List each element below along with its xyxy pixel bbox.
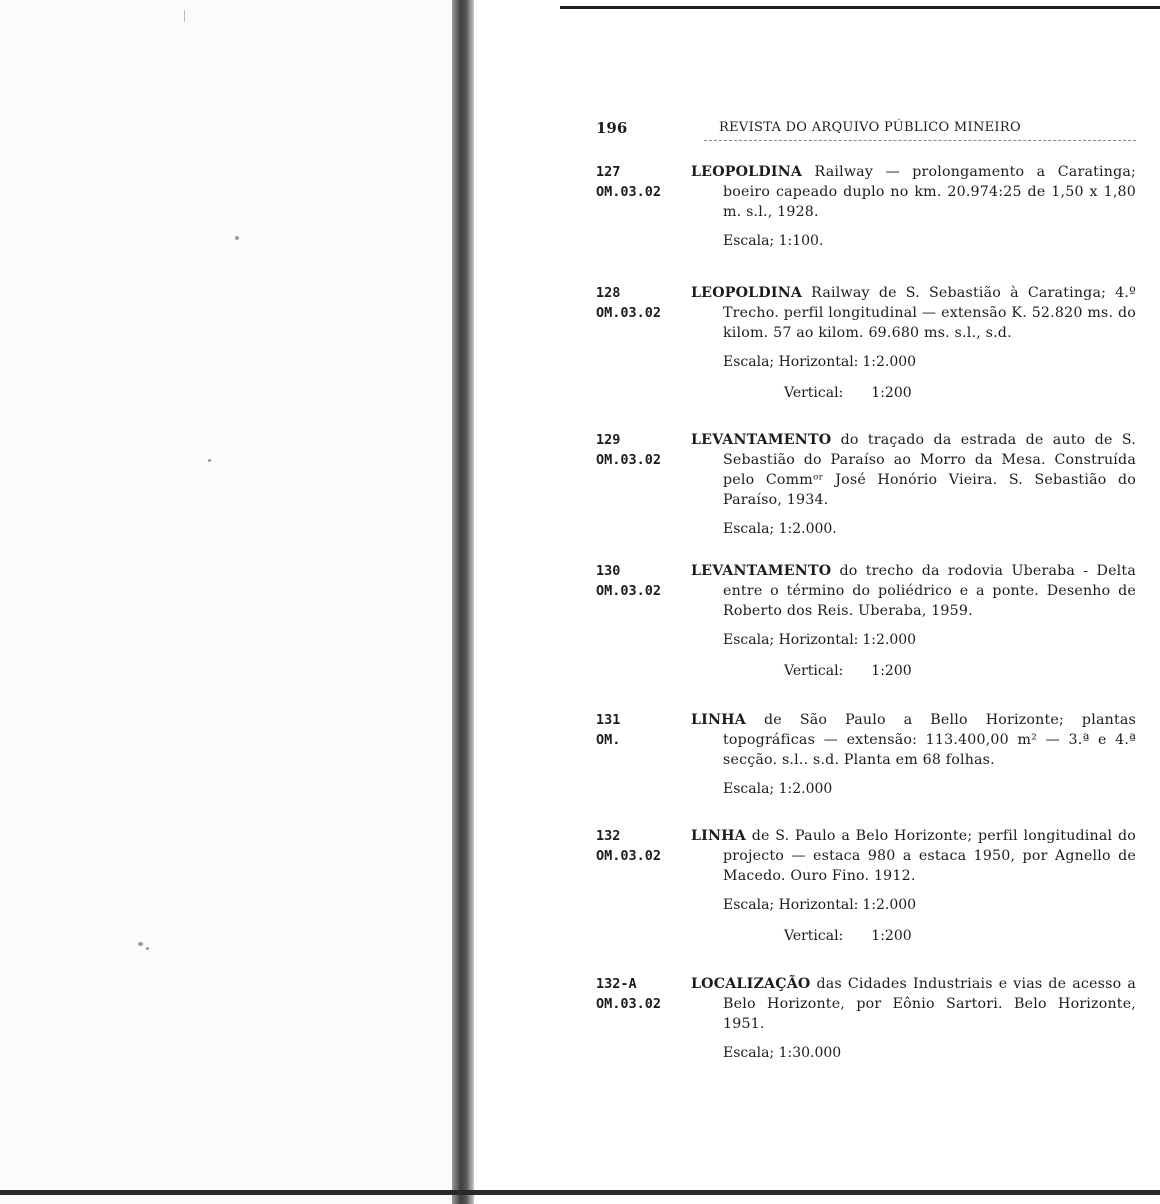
catalog-entry	[596, 430, 1136, 539]
scale-label: Escala;	[723, 233, 775, 249]
paper-speck	[235, 236, 239, 240]
scale-value: 1:2.000	[778, 781, 833, 797]
scale-label: Escala;	[723, 897, 775, 913]
horizontal-scale-label: Horizontal:	[778, 354, 859, 370]
catalog-entry	[596, 710, 1136, 799]
entry-number: 130	[596, 563, 621, 579]
entry-scale	[723, 231, 1136, 251]
entry-body	[691, 561, 1136, 681]
entry-body	[691, 283, 1136, 403]
page-header	[596, 119, 1136, 143]
horizontal-scale-value: 1:2.000	[862, 897, 917, 913]
horizontal-scale-value: 1:2.000	[862, 354, 917, 370]
scale-label: Escala;	[723, 632, 775, 648]
paper-speck	[138, 942, 143, 946]
entry-text: de S. Paulo a Belo Horizonte; perfil longitudinal do projecto — estaca 980 a estaca 1950, por Agnello de Macedo. Ouro Fino. 1912.	[723, 828, 1136, 884]
scale-label: Escala;	[723, 354, 775, 370]
scale-value: 1:30.000	[778, 1045, 842, 1061]
entry-text: do trecho da rodovia Uberaba - Delta entre o término do poliédrico e a ponte. Desenho de Roberto dos Reis. Uberaba, 1959.	[723, 563, 1136, 619]
vertical-scale-label: Vertical:	[784, 663, 844, 679]
entry-location: OM.03.02	[596, 848, 662, 864]
entry-description	[691, 974, 1136, 1034]
page-bottom-edge	[0, 1190, 1160, 1195]
vertical-scale-label: Vertical:	[784, 385, 844, 401]
catalog-entry	[596, 283, 1136, 403]
entry-description	[691, 561, 1136, 621]
horizontal-scale-label: Horizontal:	[778, 897, 859, 913]
entry-description	[691, 430, 1136, 510]
entry-number: 128	[596, 285, 621, 301]
entry-text: do traçado da estrada de auto de S. Sebastião do Paraíso ao Morro da Mesa. Construída pelo Commᵒʳ José Honório Vieira. S. Sebastião do Paraíso, 1934.	[723, 432, 1136, 508]
running-title: REVISTA DO ARQUIVO PÚBLICO MINEIRO	[719, 120, 1021, 135]
entry-description	[691, 710, 1136, 770]
entry-code	[596, 430, 684, 470]
entry-body	[691, 162, 1136, 251]
catalog-entry	[596, 826, 1136, 946]
horizontal-scale-value: 1:2.000	[862, 632, 917, 648]
entry-lead: LOCALIZAÇÃO	[691, 976, 811, 992]
entry-body	[691, 430, 1136, 539]
entry-number: 132	[596, 828, 621, 844]
entry-location: OM.03.02	[596, 452, 662, 468]
vertical-scale-value: 1:200	[871, 663, 912, 679]
entry-code	[596, 283, 684, 323]
entry-scale	[723, 519, 1136, 539]
scale-label: Escala;	[723, 781, 775, 797]
entry-number: 131	[596, 712, 621, 728]
entry-description	[691, 826, 1136, 886]
entry-text: das Cidades Industriais e vias de acesso a Belo Horizonte, por Eônio Sartori. Belo Horizonte, 1951.	[723, 976, 1136, 1032]
scale-label: Escala;	[723, 521, 775, 537]
entry-description	[691, 162, 1136, 222]
entry-location: OM.03.02	[596, 305, 662, 321]
horizontal-scale-label: Horizontal:	[778, 632, 859, 648]
vertical-scale-value: 1:200	[871, 385, 912, 401]
entry-lead: LEOPOLDINA	[691, 164, 803, 180]
vertical-scale-label: Vertical:	[784, 928, 844, 944]
catalog-entry	[596, 162, 1136, 251]
entry-body	[691, 826, 1136, 946]
entry-scale	[723, 779, 1136, 799]
vertical-scale-value: 1:200	[871, 928, 912, 944]
entry-location: OM.03.02	[596, 583, 662, 599]
left-blank-page	[0, 0, 452, 1204]
paper-speck	[208, 459, 211, 462]
scale-value: 1:2.000.	[778, 521, 837, 537]
catalog-entry	[596, 974, 1136, 1063]
scale-value: 1:100.	[778, 233, 824, 249]
book-spine	[452, 0, 474, 1204]
page-mark	[184, 10, 185, 22]
entry-text: Railway de S. Sebastião à Caratinga; 4.º Trecho. perfil longitudinal — extensão K. 52.820 ms. do kilom. 57 ao kilom. 69.680 ms. s.l., s.d.	[723, 285, 1136, 341]
entry-text: de São Paulo a Bello Horizonte; plantas topográficas — extensão: 113.400,00 m² — 3.ª e 4.ª secção. s.l.. s.d. Planta em 68 folhas.	[723, 712, 1136, 768]
entry-body	[691, 710, 1136, 799]
entry-location: OM.	[596, 732, 621, 748]
entry-number: 132-A	[596, 976, 637, 992]
entry-lead: LEVANTAMENTO	[691, 432, 832, 448]
entry-description	[691, 283, 1136, 343]
entry-code	[596, 710, 684, 750]
entry-code	[596, 974, 684, 1014]
entry-scale	[723, 1043, 1136, 1063]
page-number: 196	[596, 119, 628, 137]
entry-location: OM.03.02	[596, 184, 662, 200]
entry-number: 127	[596, 164, 621, 180]
entry-lead: LINHA	[691, 828, 746, 844]
catalog-entry	[596, 561, 1136, 681]
entry-code	[596, 826, 684, 866]
entry-code	[596, 162, 684, 202]
entry-scale	[723, 630, 1136, 681]
paper-speck	[146, 947, 149, 950]
entry-scale	[723, 895, 1136, 946]
entry-lead: LEVANTAMENTO	[691, 563, 832, 579]
entry-body	[691, 974, 1136, 1063]
page-top-edge	[560, 6, 1160, 9]
entry-lead: LINHA	[691, 712, 746, 728]
entry-location: OM.03.02	[596, 996, 662, 1012]
header-rule	[704, 140, 1136, 141]
entry-number: 129	[596, 432, 621, 448]
entry-text: Railway — prolongamento a Caratinga; boeiro capeado duplo no km. 20.974:25 de 1,50 x 1,80 m. s.l., 1928.	[723, 164, 1136, 220]
entry-code	[596, 561, 684, 601]
entry-lead: LEOPOLDINA	[691, 285, 803, 301]
entry-scale	[723, 352, 1136, 403]
scale-label: Escala;	[723, 1045, 775, 1061]
